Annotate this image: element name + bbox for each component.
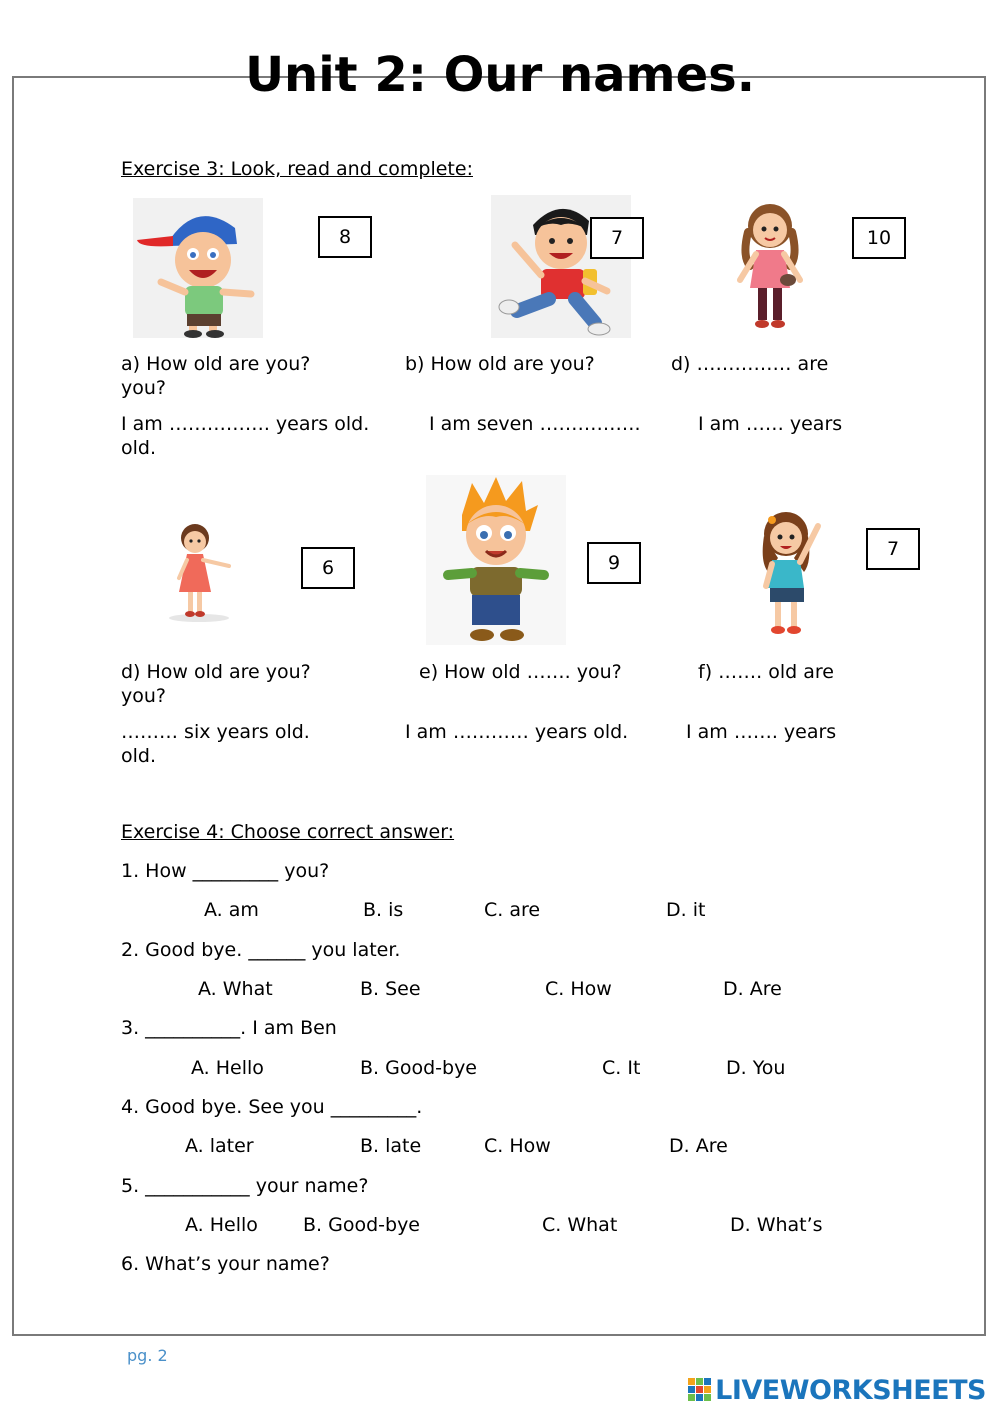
question-3: 3. __________. I am Ben xyxy=(121,1017,337,1039)
page-number: pg. 2 xyxy=(127,1346,168,1365)
question-c: d) …………… are xyxy=(671,353,829,375)
question-wrap: you? xyxy=(121,685,166,707)
question-f: f) ……. old are xyxy=(698,661,834,683)
answer-f: I am ……. years xyxy=(686,721,837,743)
answer-wrap: old. xyxy=(121,437,157,459)
option[interactable]: A. Hello xyxy=(185,1214,258,1236)
question-6: 6. What’s your name? xyxy=(121,1253,330,1275)
option[interactable]: D. Are xyxy=(669,1135,728,1157)
age-box: 9 xyxy=(587,542,641,584)
option[interactable]: A. Hello xyxy=(191,1057,264,1079)
option[interactable]: A. am xyxy=(204,899,259,921)
question-a: a) How old are you? xyxy=(121,353,311,375)
exercise3-heading: Exercise 3: Look, read and complete: xyxy=(121,158,473,180)
liveworksheets-logo-icon xyxy=(688,1378,712,1402)
option[interactable]: A. What xyxy=(198,978,273,1000)
option[interactable]: D. You xyxy=(726,1057,786,1079)
option[interactable]: D. Are xyxy=(723,978,782,1000)
question-5: 5. ___________ your name? xyxy=(121,1175,369,1197)
age-box: 7 xyxy=(866,528,920,570)
page-title: Unit 2: Our names. xyxy=(245,47,755,103)
option[interactable]: B. See xyxy=(360,978,421,1000)
age-box: 8 xyxy=(318,216,372,258)
boy-orange-hair-illustration xyxy=(426,475,566,645)
question-wrap: you? xyxy=(121,377,166,399)
option[interactable]: C. How xyxy=(545,978,612,1000)
age-box: 7 xyxy=(590,217,644,259)
answer-a: I am ……………. years old. xyxy=(121,413,370,435)
question-d: d) How old are you? xyxy=(121,661,311,683)
question-2: 2. Good bye. ______ you later. xyxy=(121,939,401,961)
answer-e: I am ………… years old. xyxy=(405,721,629,743)
option[interactable]: C. It xyxy=(602,1057,641,1079)
answer-wrap: old. xyxy=(121,745,157,767)
option[interactable]: C. What xyxy=(542,1214,618,1236)
question-1: 1. How _________ you? xyxy=(121,860,330,882)
option[interactable]: D. What’s xyxy=(730,1214,823,1236)
girl-waving-illustration xyxy=(748,502,834,636)
option[interactable]: B. is xyxy=(363,899,404,921)
girl-braids-illustration xyxy=(728,196,812,331)
question-e: e) How old ……. you? xyxy=(419,661,622,683)
exercise4-heading: Exercise 4: Choose correct answer: xyxy=(121,821,455,843)
option[interactable]: B. late xyxy=(360,1135,422,1157)
option[interactable]: B. Good-bye xyxy=(360,1057,477,1079)
option[interactable]: C. How xyxy=(484,1135,551,1157)
small-girl-illustration xyxy=(163,520,235,624)
answer-b: I am seven ……………. xyxy=(429,413,641,435)
option[interactable]: A. later xyxy=(185,1135,254,1157)
question-b: b) How old are you? xyxy=(405,353,595,375)
option[interactable]: B. Good-bye xyxy=(303,1214,420,1236)
boy-cap-illustration xyxy=(133,198,263,338)
liveworksheets-logo[interactable] xyxy=(688,1374,986,1406)
liveworksheets-brand: LIVEWORKSHEETS xyxy=(715,1374,986,1406)
answer-d: ……… six years old. xyxy=(121,721,310,743)
age-box: 6 xyxy=(301,547,355,589)
option[interactable]: C. are xyxy=(484,899,541,921)
question-4: 4. Good bye. See you _________. xyxy=(121,1096,423,1118)
option[interactable]: D. it xyxy=(666,899,706,921)
age-box: 10 xyxy=(852,217,906,259)
answer-c: I am …… years xyxy=(698,413,843,435)
